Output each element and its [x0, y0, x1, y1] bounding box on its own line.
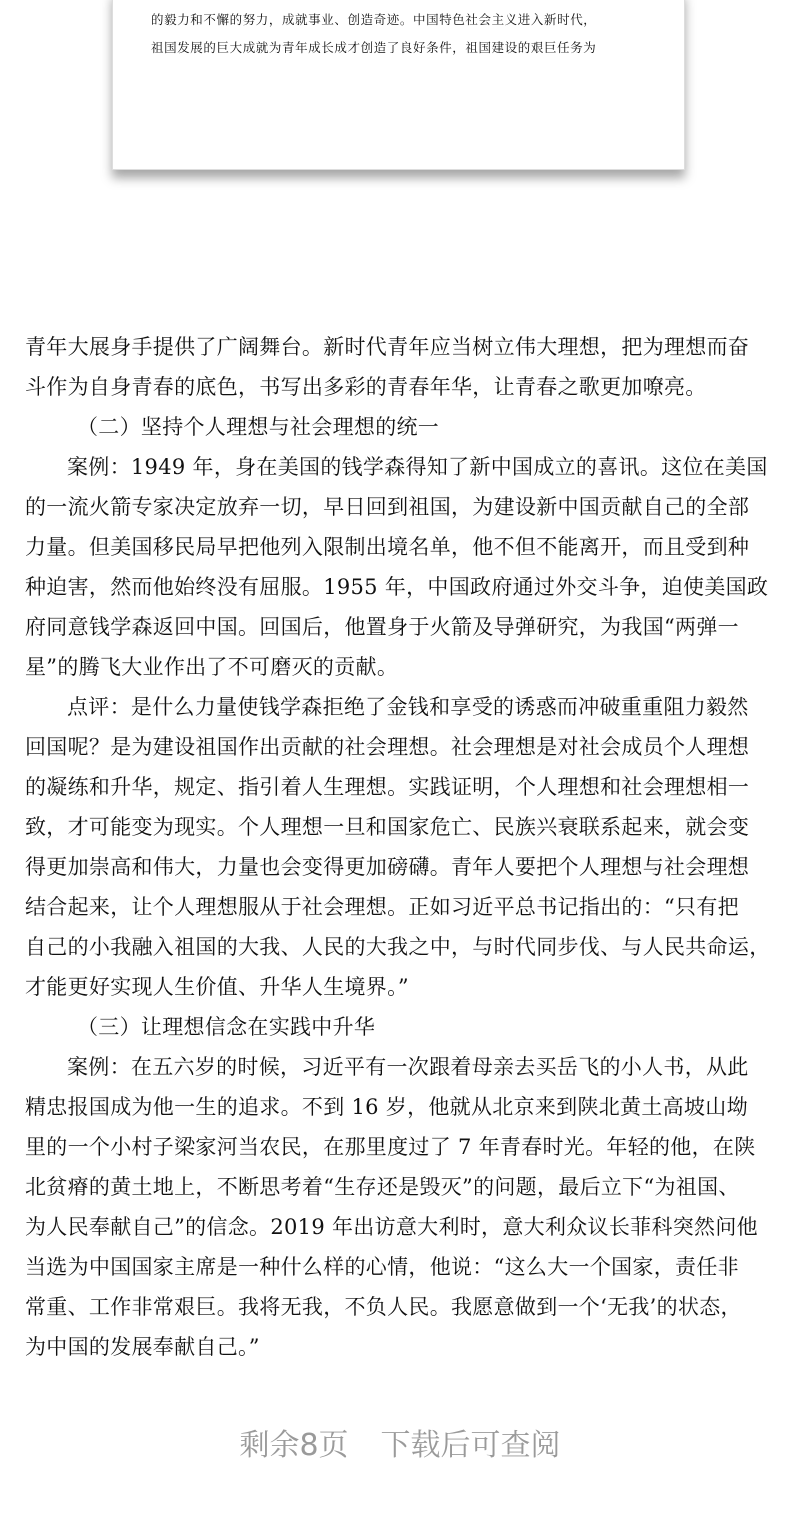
- paragraph-line: 案例：1949 年，身在美国的钱学森得知了新中国成立的喜讯。这位在美国: [67, 455, 768, 479]
- document-body: [25, 327, 785, 1367]
- paragraph-line: 结合起来，让个人理想服从于社会理想。正如习近平总书记指出的：“只有把: [25, 895, 739, 919]
- paragraph-line: 精忠报国成为他一生的追求。不到 16 岁，他就从北京来到陕北黄土高坡山坳: [25, 1095, 748, 1119]
- paragraph-line: 自己的小我融入祖国的大我、人民的大我之中，与时代同步伐、与人民共命运，: [25, 935, 771, 959]
- paragraph-line: 当选为中国国家主席是一种什么样的心情，他说：“这么大一个国家，责任非: [25, 1255, 739, 1279]
- paragraph-line: 力量。但美国移民局早把他列入限制出境名单，他不但不能离开，而且受到种: [25, 535, 750, 559]
- paragraph-line: 府同意钱学森返回中国。回国后，他置身于火箭及导弹研究，为我国“两弹一: [25, 615, 739, 639]
- paragraph-line: 点评：是什么力量使钱学森拒绝了金钱和享受的诱惑而冲破重重阻力毅然: [67, 695, 749, 719]
- section-heading: （二）坚持个人理想与社会理想的统一: [77, 415, 440, 439]
- download-to-view-label[interactable]: 下载后可查阅: [380, 1428, 561, 1463]
- paragraph-line: 致，才可能变为现实。个人理想一旦和国家危亡、民族兴衰联系起来，就会变: [25, 815, 750, 839]
- section-heading: （三）让理想信念在实践中升华: [77, 1015, 376, 1039]
- paragraph-line: 常重、工作非常艰巨。我将无我，不负人民。我愿意做到一个‘无我’的状态，: [25, 1295, 742, 1319]
- paragraph-line: 的一流火箭专家决定放弃一切，早日回到祖国，为建设新中国贡献自己的全部: [25, 495, 750, 519]
- paragraph-line: 才能更好实现人生价值、升华人生境界。”: [25, 975, 409, 999]
- paragraph-line: 的凝练和升华，规定、指引着人生理想。实践证明，个人理想和社会理想相一: [25, 775, 750, 799]
- paragraph-line: 里的一个小村子梁家河当农民，在那里度过了 7 年青春时光。年轻的他，在陕: [25, 1135, 756, 1159]
- preview-page-card: [112, 0, 685, 170]
- paragraph-line: 星”的腾飞大业作出了不可磨灭的贡献。: [25, 655, 399, 679]
- paragraph-line: 为中国的发展奉献自己。”: [25, 1335, 260, 1359]
- remaining-pages-label: 剩余8页: [239, 1428, 349, 1463]
- paragraph-line: 种迫害，然而他始终没有屈服。1955 年，中国政府通过外交斗争，迫使美国政: [25, 575, 769, 599]
- paragraph-line: 北贫瘠的黄土地上，不断思考着“生存还是毁灭”的问题，最后立下“为祖国、: [25, 1175, 740, 1199]
- card-text-line: 祖国发展的巨大成就为青年成长成才创造了良好条件，祖国建设的艰巨任务为: [151, 40, 597, 55]
- card-text-line: 的毅力和不懈的努力，成就事业、创造奇迹。中国特色社会主义进入新时代，: [151, 12, 597, 27]
- paragraph-line: 回国呢？是为建设祖国作出贡献的社会理想。社会理想是对社会成员个人理想: [25, 735, 750, 759]
- paragraph-line: 案例：在五六岁的时候，习近平有一次跟着母亲去买岳飞的小人书，从此: [67, 1055, 749, 1079]
- paragraph-line: 斗作为自身青春的底色，书写出多彩的青春年华，让青春之歌更加嘹亮。: [25, 375, 707, 399]
- paragraph-line: 为人民奉献自己”的信念。2019 年出访意大利时，意大利众议长菲科突然问他: [25, 1215, 758, 1239]
- paragraph-line: 青年大展身手提供了广阔舞台。新时代青年应当树立伟大理想，把为理想而奋: [25, 335, 750, 359]
- download-prompt[interactable]: [0, 1420, 800, 1464]
- paragraph-line: 得更加崇高和伟大，力量也会变得更加磅礴。青年人要把个人理想与社会理想: [25, 855, 750, 879]
